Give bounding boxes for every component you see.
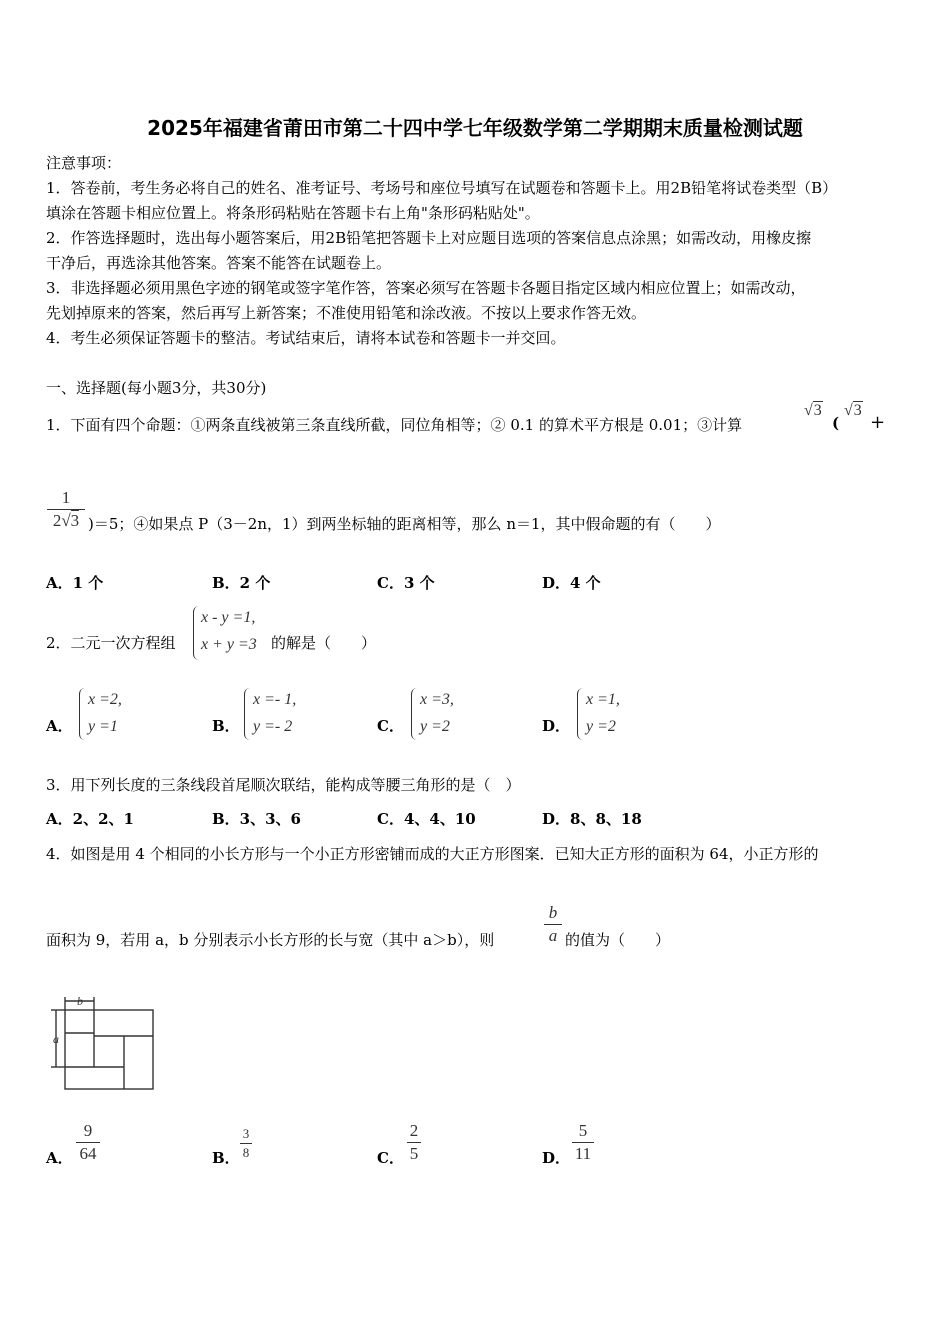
fraction-b-over-a: b a: [544, 903, 562, 946]
question-number: 1．: [46, 416, 71, 434]
option-d-fraction: 5 11: [572, 1121, 594, 1164]
option-b[interactable]: B．: [212, 717, 240, 735]
system-brace: [577, 688, 584, 740]
option-a[interactable]: A．: [46, 1149, 73, 1167]
option-b[interactable]: B．3、3、6: [212, 810, 301, 828]
notice-line: 4．考生必须保证答题卡的整洁。考试结束后，请将本试卷和答题卡一并交回。: [46, 329, 566, 347]
option-a-system: x =2, y =1: [88, 691, 122, 735]
figure-label-b: b: [77, 994, 83, 1008]
option-c-system: x =3, y =2: [420, 691, 454, 735]
notice-line: 填涂在答题卡相应位置上。将条形码粘贴在答题卡右上角"条形码粘贴处"。: [46, 204, 540, 222]
system-brace: [193, 606, 200, 660]
question-2-text: 2．二元一次方程组: [46, 634, 176, 652]
option-d[interactable]: D．8、8、18: [542, 810, 642, 828]
notice-line: 2．作答选择题时，选出每小题答案后，用2B铅笔把答题卡上对应题目选项的答案信息点涂黑；如需改动，用橡皮擦: [46, 229, 812, 247]
option-b-system: x =- 1, y =- 2: [253, 691, 297, 735]
option-d[interactable]: D．: [542, 1149, 571, 1167]
option-b-fraction: 3 8: [240, 1126, 252, 1161]
system-brace: [411, 688, 418, 740]
notice-line: 3．非选择题必须用黑色字迹的钢笔或签字笔作答，答案必须写在答题卡各题目指定区域内相应位置上；如需改动，: [46, 279, 806, 297]
question-1-text: 下面有四个命题：①两条直线被第三条直线所截，同位角相等；② 0.1 的算术平方根是 0.01；③计算: [70, 416, 743, 434]
option-b[interactable]: B．2 个: [212, 574, 271, 592]
option-c[interactable]: C．4、4、10: [377, 810, 476, 828]
question-number: 4．: [46, 845, 71, 863]
figure-label-a: a: [53, 1032, 59, 1046]
option-c[interactable]: C．: [377, 717, 404, 735]
rectangle-tiling-figure: [46, 992, 158, 1098]
page-title: 2025年福建省莆田市第二十四中学七年级数学第二学期期末质量检测试题: [147, 116, 803, 140]
system-brace: [79, 688, 86, 740]
question-number: 2．: [46, 634, 71, 652]
notice-heading: 注意事项：: [46, 154, 122, 172]
notice-line: 1．答卷前，考生务必将自己的姓名、准考证号、考场号和座位号填写在试题卷和答题卡上。用2B铅笔将试卷类型（B）: [46, 179, 838, 197]
notice-line: 干净后，再选涂其他答案。答案不能答在试题卷上。: [46, 254, 392, 272]
question-3-text: 3．用下列长度的三条线段首尾顺次联结，能构成等腰三角形的是（ ）: [46, 776, 521, 794]
equation-system: x - y =1, x + y =3: [201, 609, 257, 653]
sqrt-3: √3: [844, 402, 862, 419]
question-1-text: )＝5；④如果点 P（3－2n，1）到两坐标轴的距离相等，那么 n＝1，其中假命题的有（ ）: [88, 515, 721, 533]
option-d[interactable]: D．: [542, 717, 571, 735]
option-a[interactable]: A．: [46, 717, 73, 735]
section-heading: 一、选择题(每小题3分，共30分): [46, 379, 267, 397]
question-4-text: 4．如图是用 4 个相同的小长方形与一个小正方形密铺而成的大正方形图案．已知大正方形的面积为 64，小正方形的: [46, 845, 819, 863]
sqrt-3: √3: [804, 402, 822, 419]
option-d-system: x =1, y =2: [586, 691, 620, 735]
option-c-fraction: 2 5: [407, 1121, 421, 1164]
option-a[interactable]: A．2、2、1: [46, 810, 134, 828]
plus-sign: +: [870, 412, 886, 433]
open-paren: (: [832, 414, 840, 432]
question-1-line-1: [46, 414, 742, 435]
option-c[interactable]: C．3 个: [377, 574, 435, 592]
option-b[interactable]: B．: [212, 1149, 240, 1167]
question-number: 3．: [46, 776, 71, 794]
question-4-text: 面积为 9，若用 a，b 分别表示小长方形的长与宽（其中 a＞b），则: [46, 931, 495, 949]
system-brace: [244, 688, 251, 740]
option-d[interactable]: D．4 个: [542, 574, 601, 592]
fraction-1-over-2sqrt3: 1 2√3: [47, 488, 85, 531]
option-c[interactable]: C．: [377, 1149, 404, 1167]
notice-line: 先划掉原来的答案，然后再写上新答案；不准使用铅笔和涂改液。不按以上要求作答无效。: [46, 304, 647, 322]
option-a-fraction: 9 64: [76, 1121, 100, 1164]
question-4-text: 的值为（ ）: [565, 931, 671, 949]
option-a[interactable]: A．1 个: [46, 574, 104, 592]
question-2-text: 的解是（ ）: [271, 634, 377, 652]
